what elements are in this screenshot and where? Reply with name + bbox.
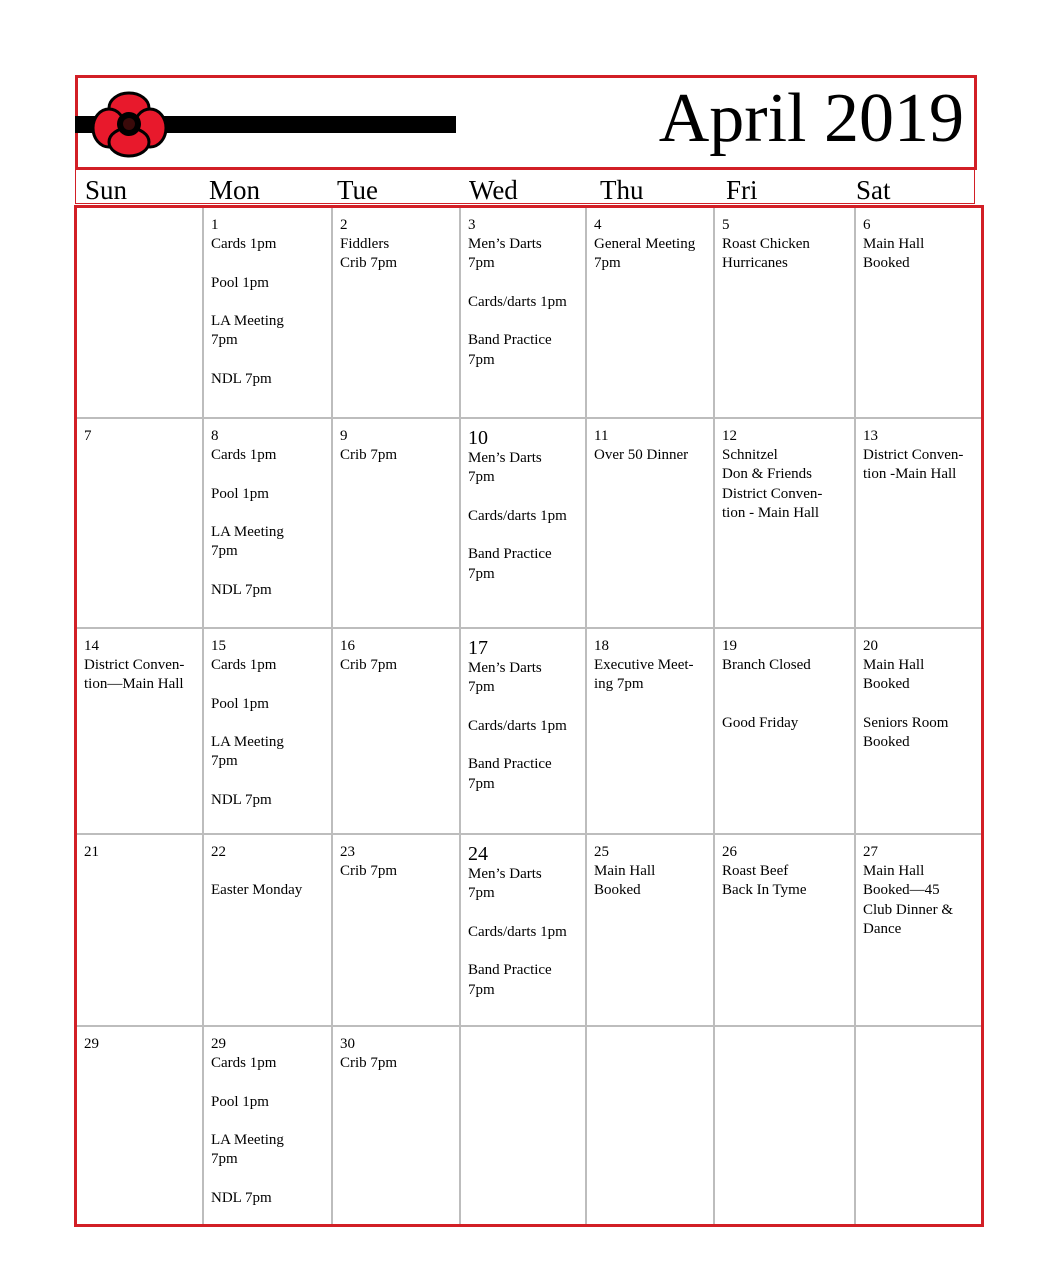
weekday-fri: Fri [726, 175, 758, 205]
day-number [594, 1035, 713, 1054]
day-events: Main Hall Booked [594, 863, 656, 899]
day-number [84, 216, 202, 235]
day-number: 18 [594, 638, 609, 654]
day-number: 11 [594, 428, 609, 444]
day-number: 12 [722, 428, 737, 444]
day-number: 23 [340, 844, 355, 860]
month-title: April 2019 [658, 80, 964, 157]
day-events: Schnitzel Don & Friends District Conven- tion - Main Hall [722, 447, 823, 521]
day-cell [715, 208, 856, 419]
day-events: Main Hall Booked [863, 236, 925, 272]
day-cell [461, 629, 587, 835]
day-events: Men’s Darts 7pm Cards/darts 1pm Band Practice 7pm [468, 236, 567, 368]
day-events: Men’s Darts 7pm Cards/darts 1pm Band Practice 7pm [468, 660, 567, 792]
day-cell [77, 208, 204, 419]
day-cell [333, 629, 461, 835]
day-events: Executive Meet- ing 7pm [594, 657, 694, 693]
day-number: 25 [594, 844, 609, 860]
day-cell [204, 208, 333, 419]
poppy-icon [92, 90, 167, 158]
day-number: 4 [594, 217, 602, 233]
day-cell [715, 629, 856, 835]
day-number: 13 [863, 428, 878, 444]
day-number: 9 [340, 428, 348, 444]
day-number: 8 [211, 428, 219, 444]
day-cell [333, 1027, 461, 1224]
day-number: 27 [863, 844, 878, 860]
day-cell [587, 419, 715, 629]
day-number: 24 [468, 843, 488, 865]
day-cell [204, 419, 333, 629]
day-number [468, 1035, 585, 1054]
weekday-tue: Tue [337, 175, 379, 205]
day-events: Roast Chicken Hurricanes [722, 236, 810, 272]
day-events: District Conven- tion—Main Hall [84, 657, 185, 693]
day-cell [715, 1027, 856, 1224]
day-cell [77, 629, 204, 835]
day-cell [77, 419, 204, 629]
day-events: Main Hall Booked Seniors Room Booked [863, 657, 949, 751]
weekday-sat: Sat [856, 175, 891, 205]
day-cell [715, 419, 856, 629]
day-events: Main Hall Booked—45 Club Dinner & Dance [863, 863, 953, 937]
day-events: Cards 1pm Pool 1pm LA Meeting 7pm NDL 7pm [211, 657, 284, 809]
day-number: 10 [468, 427, 488, 449]
day-cell [856, 629, 981, 835]
day-number: 6 [863, 217, 871, 233]
day-number [863, 1035, 981, 1054]
day-cell [587, 629, 715, 835]
day-number [722, 1035, 854, 1054]
day-number: 29 [211, 1036, 226, 1052]
day-number: 30 [340, 1036, 355, 1052]
day-cell [461, 208, 587, 419]
day-cell [204, 835, 333, 1027]
day-number: 16 [340, 638, 355, 654]
day-cell [461, 1027, 587, 1224]
day-number: 21 [84, 844, 99, 860]
day-events: Crib 7pm [340, 447, 398, 463]
day-cell [333, 835, 461, 1027]
weekday-header-row [75, 167, 975, 204]
day-cell [461, 419, 587, 629]
day-cell [587, 835, 715, 1027]
day-number: 3 [468, 217, 476, 233]
day-number: 14 [84, 638, 99, 654]
day-number: 17 [468, 637, 488, 659]
day-events: Crib 7pm [340, 1055, 398, 1071]
day-number: 26 [722, 844, 737, 860]
weekday-thu: Thu [600, 175, 644, 205]
day-number: 20 [863, 638, 878, 654]
day-number: 29 [84, 1036, 99, 1052]
day-events: Men’s Darts 7pm Cards/darts 1pm Band Practice 7pm [468, 866, 567, 998]
day-events: Fiddlers Crib 7pm [340, 236, 398, 272]
day-events: Over 50 Dinner [594, 447, 689, 463]
day-number: 19 [722, 638, 737, 654]
day-cell [333, 419, 461, 629]
calendar-grid [74, 205, 984, 1227]
day-events: District Conven- tion -Main Hall [863, 447, 964, 483]
day-cell [856, 419, 981, 629]
day-events: Crib 7pm [340, 863, 398, 879]
day-events: Cards 1pm Pool 1pm LA Meeting 7pm NDL 7pm [211, 1055, 284, 1207]
day-cell [587, 1027, 715, 1224]
day-events: Men’s Darts 7pm Cards/darts 1pm Band Practice 7pm [468, 450, 567, 582]
day-events: Easter Monday [211, 882, 303, 899]
day-cell [587, 208, 715, 419]
day-events: General Meeting 7pm [594, 236, 696, 272]
day-cell [204, 1027, 333, 1224]
day-events: Branch Closed Good Friday [722, 657, 811, 731]
day-cell [204, 629, 333, 835]
day-cell [77, 1027, 204, 1224]
day-number: 15 [211, 638, 226, 654]
day-events: Roast Beef Back In Tyme [722, 863, 807, 899]
day-cell [333, 208, 461, 419]
day-number: 22 [211, 844, 226, 860]
day-number: 1 [211, 217, 219, 233]
day-number: 2 [340, 217, 348, 233]
day-cell [461, 835, 587, 1027]
weekday-wed: Wed [469, 175, 518, 205]
day-cell [856, 835, 981, 1027]
day-cell [715, 835, 856, 1027]
weekday-mon: Mon [209, 175, 261, 205]
day-number: 7 [84, 428, 92, 444]
day-cell [856, 208, 981, 419]
day-cell [856, 1027, 981, 1224]
day-events: Crib 7pm [340, 657, 398, 673]
day-number: 5 [722, 217, 730, 233]
day-events: Cards 1pm Pool 1pm LA Meeting 7pm NDL 7pm [211, 447, 284, 599]
weekday-sun: Sun [85, 175, 128, 205]
day-events: Cards 1pm Pool 1pm LA Meeting 7pm NDL 7pm [211, 236, 284, 388]
day-cell [77, 835, 204, 1027]
